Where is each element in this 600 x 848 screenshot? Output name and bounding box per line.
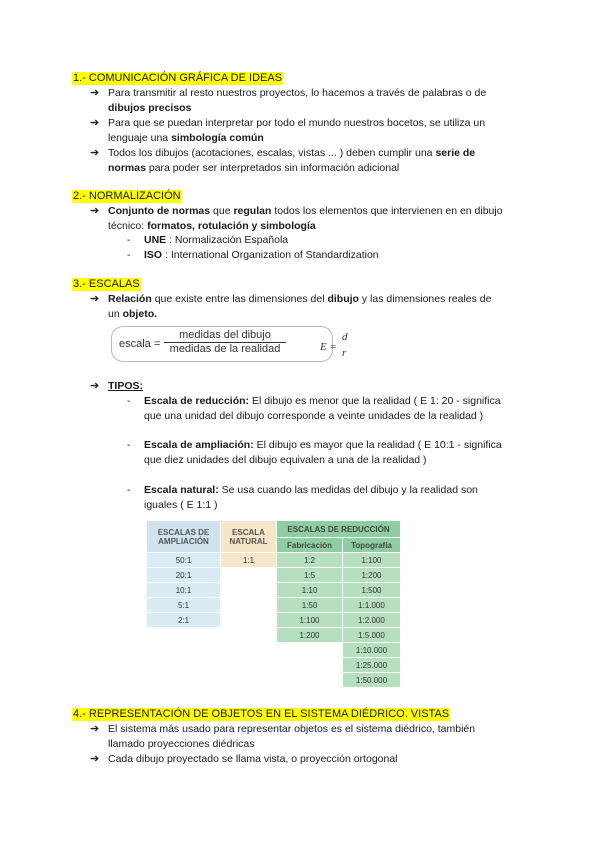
cell-ampliacion: 2:1 [147, 613, 221, 628]
formula-fraction [164, 329, 286, 355]
cell-ampliacion: 50:1 [147, 553, 221, 568]
cell-topografia: 1:25.000 [343, 658, 401, 673]
s1-b3-bold1: serie de [435, 147, 476, 159]
formula-denominator: medidas de la realidad [169, 343, 281, 355]
cell-topografia: 1:1.000 [343, 598, 401, 613]
cell-empty [147, 628, 221, 643]
t2-bold: Escala de ampliación: [144, 439, 254, 451]
cell-empty [147, 658, 221, 673]
s3-tipos [0, 379, 600, 394]
s3-b1-t1: que existe entre las dimensiones del [154, 293, 325, 305]
t1-text: El dibujo es menor que la realidad ( E 1: 20 - significa [251, 395, 501, 407]
s2-d2-bold: ISO [144, 249, 163, 261]
t3-text2: iguales ( E 1:1 ) [144, 499, 218, 511]
s1-b2-text2: lenguaje una [108, 132, 169, 144]
header-reduccion: ESCALAS DE REDUCCIÓN [277, 521, 401, 538]
t3-text: Se usa cuando las medidas del dibujo y la realidad son [221, 484, 478, 496]
cell-empty [147, 673, 221, 688]
cell-topografia: 1:2.000 [343, 613, 401, 628]
table-row [147, 613, 401, 628]
s3-bullet-1 [0, 292, 600, 322]
s4-b1b: llamado proyecciones diédricas [108, 738, 255, 750]
t2-text: El dibujo es mayor que la realidad ( E 10:1 - significa [256, 439, 502, 451]
s2-b1-t1: que [213, 205, 231, 217]
cell-empty [221, 568, 277, 583]
cell-empty [221, 673, 277, 688]
cell-fabricacion: 1:2 [277, 553, 343, 568]
s1-b2-bold: simbología común [171, 132, 264, 144]
header-ampliacion-2: AMPLIACIÓN [158, 536, 209, 546]
arrow-icon: ➔ [90, 380, 100, 392]
arrow-icon: ➔ [90, 753, 100, 765]
cell-empty [221, 583, 277, 598]
s1-b1-text: Para transmitir al resto nuestros proyectos, lo hacemos a través de palabras o de [108, 87, 487, 99]
header-natural [221, 521, 277, 553]
cell-empty [221, 613, 277, 628]
s3-tipo-3 [0, 483, 600, 513]
s2-dash-1 [0, 233, 600, 248]
cell-fabricacion: 1:50 [277, 598, 343, 613]
table-row [147, 643, 401, 658]
formula-e-num: d [342, 331, 348, 343]
header-natural-1: ESCALA [232, 527, 265, 537]
cell-topografia: 1:100 [343, 553, 401, 568]
formula-numerator: medidas del dibujo [164, 329, 286, 343]
s1-b3-text: Todos los dibujos (acotaciones, escalas, vistas ... ) deben cumplir una [108, 147, 433, 159]
s1-bullet-3 [0, 146, 600, 176]
s3-b1-bold1: Relación [108, 293, 152, 305]
cell-fabricacion: 1:100 [277, 613, 343, 628]
s1-b1-bold: dibujos precisos [108, 102, 192, 114]
cell-ampliacion: 5:1 [147, 598, 221, 613]
t1-text2: que una unidad del dibujo corresponde a veinte unidades de la realidad ) [144, 410, 484, 422]
table-row [147, 553, 401, 568]
scale-formula [111, 326, 348, 362]
cell-empty [277, 643, 343, 658]
arrow-icon: ➔ [90, 205, 100, 217]
s1-bullet-2 [0, 116, 600, 146]
cell-fabricacion: 1:200 [277, 628, 343, 643]
s2-d1-text: : Normalización Española [169, 234, 289, 246]
t1-bold: Escala de reducción: [144, 395, 250, 407]
arrow-icon: ➔ [90, 147, 100, 159]
cell-natural: 1:1 [221, 553, 277, 568]
s1-b3-post: para poder ser interpretados sin información adicional [148, 162, 400, 174]
cell-ampliacion: 10:1 [147, 583, 221, 598]
formula-e-label: E = [320, 341, 337, 353]
s2-b1-bold3: formatos, rotulación y simbología [147, 220, 316, 232]
dash-marker: - [127, 395, 131, 407]
scales-body [147, 553, 401, 688]
s1-bullet-1 [0, 86, 600, 116]
arrow-icon: ➔ [90, 723, 100, 735]
dash-marker: - [127, 249, 131, 261]
s2-b1-t3: técnico: [108, 220, 145, 232]
s2-b1-t2: todos los elementos que intervienen en en dibujo [274, 205, 503, 217]
s4-bullet-2 [0, 752, 600, 767]
cell-empty [277, 658, 343, 673]
header-ampliacion-1: ESCALAS DE [157, 527, 210, 537]
s1-b2-text: Para que se puedan interpretar por todo el mundo nuestros bocetos, se utiliza un [108, 117, 486, 129]
header-natural-2: NATURAL [229, 536, 268, 546]
cell-empty [221, 628, 277, 643]
header-ampliacion [147, 521, 221, 553]
table-row [147, 583, 401, 598]
section-4-heading: 4.- REPRESENTACIÓN DE OBJETOS EN EL SISTEMA DIÉDRICO. VISTAS [73, 708, 450, 720]
formula-e-den: r [342, 347, 347, 359]
header-fabricacion: Fabricación [277, 538, 343, 553]
s4-b2: Cada dibujo proyectado se llama vista, o proyección ortogonal [108, 753, 398, 765]
s2-dash-2 [0, 248, 600, 263]
arrow-icon: ➔ [90, 117, 100, 129]
cell-empty [277, 673, 343, 688]
section-3-heading: 3.- ESCALAS [73, 278, 140, 290]
cell-topografia: 1:5.000 [343, 628, 401, 643]
cell-empty [221, 658, 277, 673]
cell-empty [147, 643, 221, 658]
s3-b1-bold2: dibujo [327, 293, 359, 305]
s2-d2-text: : International Organization of Standardization [165, 249, 379, 261]
table-row [147, 628, 401, 643]
formula-label: escala = [119, 338, 161, 350]
t2-text2: que diez unidades del dibujo equivalen a una de la realidad ) [144, 454, 427, 466]
header-topografia: Topografía [343, 538, 401, 553]
scales-table [146, 520, 401, 688]
arrow-icon: ➔ [90, 293, 100, 305]
s3-b1-t2: y las dimensiones reales de [361, 293, 492, 305]
s2-b1-bold2: regulan [233, 205, 272, 217]
cell-fabricacion: 1:5 [277, 568, 343, 583]
cell-empty [221, 643, 277, 658]
table-row [147, 658, 401, 673]
section-2-heading: 2.- NORMALIZACIÓN [73, 190, 181, 202]
cell-topografia: 1:50.000 [343, 673, 401, 688]
s4-bullet-1 [0, 722, 600, 752]
arrow-icon: ➔ [90, 87, 100, 99]
table-row [147, 598, 401, 613]
s2-bullet-1 [0, 204, 600, 234]
cell-fabricacion: 1:10 [277, 583, 343, 598]
s3-b1-bold3: objeto. [122, 308, 158, 320]
table-row [147, 568, 401, 583]
section-1-heading: 1.- COMUNICACIÓN GRÁFICA DE IDEAS [73, 72, 283, 84]
cell-topografia: 1:10.000 [343, 643, 401, 658]
t3-bold: Escala natural: [144, 484, 219, 496]
s4-b1: El sistema más usado para representar objetos es el sistema diédrico, también [108, 723, 476, 735]
table-row [147, 673, 401, 688]
dash-marker: - [127, 234, 131, 246]
cell-empty [221, 598, 277, 613]
s2-b1-bold1: Conjunto de normas [108, 205, 211, 217]
s1-b3-bold2: normas [108, 162, 146, 174]
s3-b1-t3: un [108, 308, 120, 320]
s2-d1-bold: UNE [144, 234, 167, 246]
s3-tipo-2 [0, 438, 600, 468]
dash-marker: - [127, 484, 131, 496]
cell-topografia: 1:200 [343, 568, 401, 583]
tipos-label: TIPOS: [108, 380, 144, 392]
s3-tipo-1 [0, 394, 600, 424]
dash-marker: - [127, 439, 131, 451]
cell-ampliacion: 20:1 [147, 568, 221, 583]
cell-topografia: 1:500 [343, 583, 401, 598]
